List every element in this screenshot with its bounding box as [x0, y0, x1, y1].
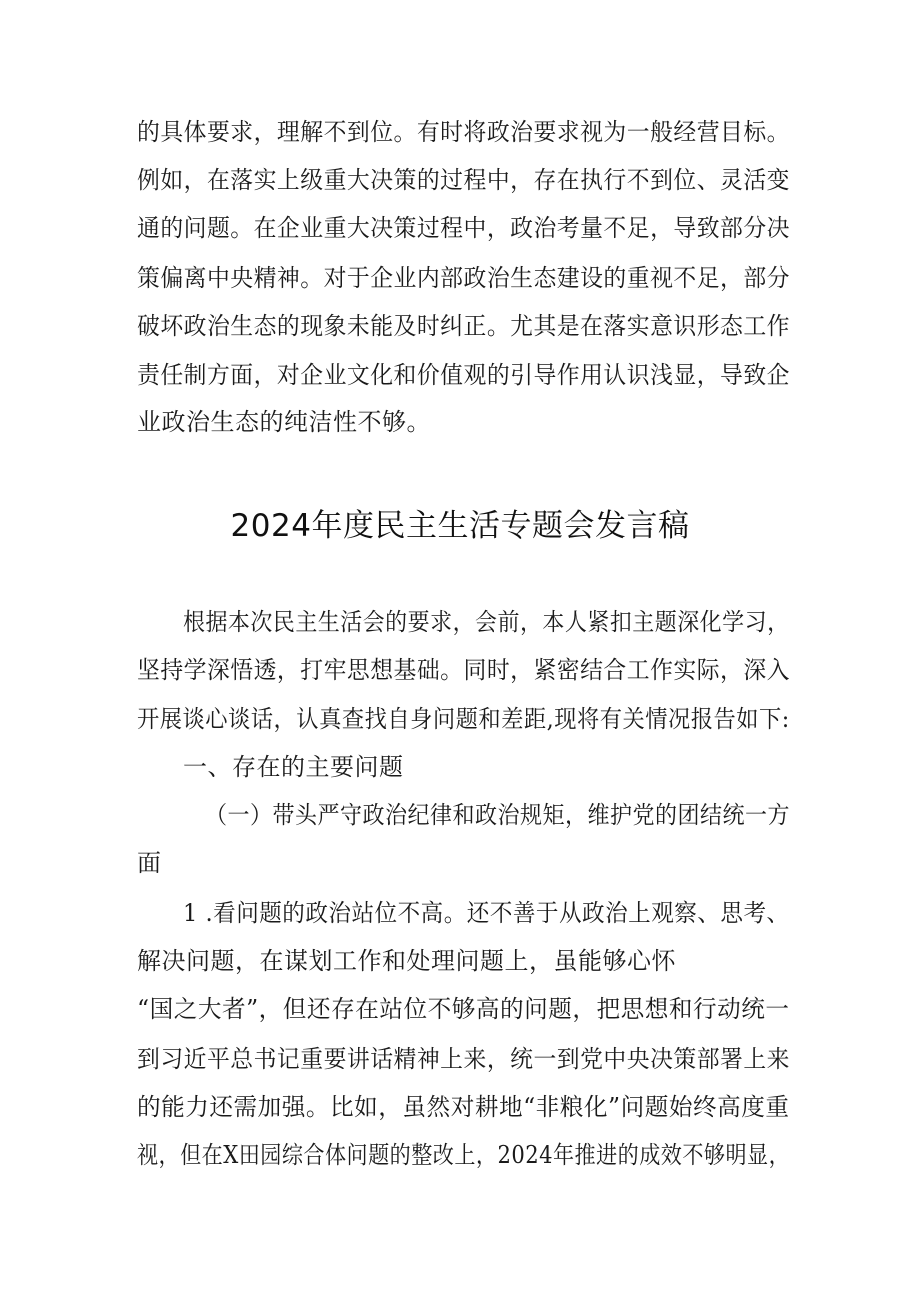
document-title: 2024年度民主生活专题会发言稿 [230, 508, 690, 544]
paragraph-line: 1 .看问题的政治站位不高。还不善于从政治上观察、思考、 [183, 899, 790, 927]
paragraph-line: 责任制方面，对企业文化和价值观的引导作用认识浅显，导致企 [137, 361, 791, 389]
paragraph-line: 的具体要求，理解不到位。有时将政治要求视为一般经营目标。 [137, 118, 791, 146]
paragraph-line: 策偏离中央精神。对于企业内部政治生态建设的重视不足，部分 [137, 264, 791, 292]
section-heading: 一、存在的主要问题 [183, 753, 404, 781]
paragraph-line: 业政治生态的纯洁性不够。 [137, 408, 431, 436]
paragraph-line: 到习近平总书记重要讲话精神上来，统一到党中央决策部署上来 [137, 1045, 791, 1073]
subsection-heading: （一）带头严守政治纪律和政治规矩，维护党的团结统一方 [205, 801, 791, 829]
paragraph-line: 开展谈心谈话，认真查找自身问题和差距,现将有关情况报告如下: [137, 705, 790, 733]
paragraph-line: 破坏政治生态的现象未能及时纠正。尤其是在落实意识形态工作 [137, 312, 791, 340]
paragraph-line: 的能力还需加强。比如，虽然对耕地“非粮化”问题始终高度重 [137, 1093, 790, 1121]
paragraph-line: 根据本次民主生活会的要求，会前，本人紧扣主题深化学习， [183, 608, 790, 636]
subsection-heading-cont: 面 [137, 849, 162, 877]
paragraph-line: 坚持学深悟透，打牢思想基础。同时，紧密结合工作实际，深入 [137, 656, 791, 684]
paragraph-line: 例如，在落实上级重大决策的过程中，存在执行不到位、灵活变 [137, 166, 791, 194]
paragraph-line: 解决问题，在谋划工作和处理问题上，虽能够心怀 [137, 947, 676, 975]
paragraph-line: 通的问题。在企业重大决策过程中，政治考量不足，导致部分决 [137, 214, 791, 242]
paragraph-line: 视，但在X田园综合体问题的整改上，2024年推进的成效不够明显， [137, 1141, 791, 1169]
paragraph-line: “国之大者”，但还存在站位不够高的问题，把思想和行动统一 [137, 995, 790, 1023]
